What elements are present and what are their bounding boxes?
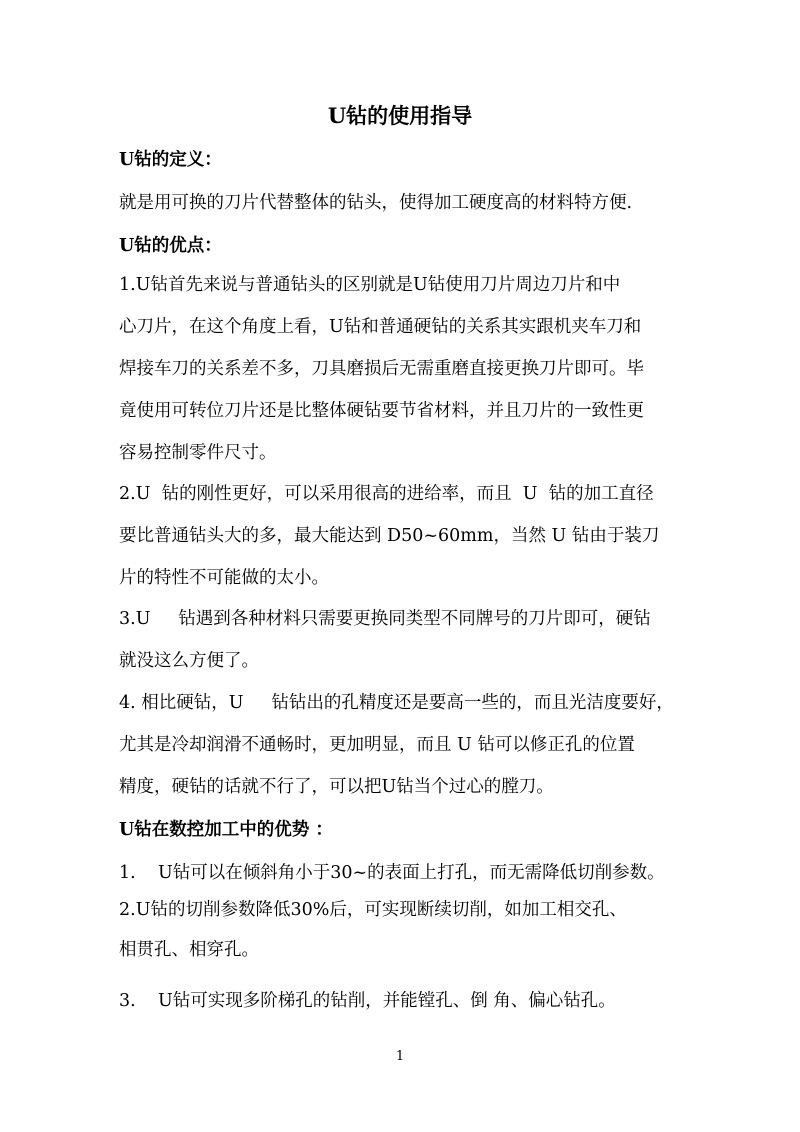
paragraph-line: 3.U 钻遇到各种材料只需要更换同类型不同牌号的刀片即可，硬钻 [119,609,651,629]
document-title: U钻的使用指导 [327,103,473,128]
paragraph-line: 焊接车刀的关系差不多，刀具磨损后无需重磨直接更换刀片即可。毕 [119,359,644,379]
paragraph-line: 3. U钻可实现多阶梯孔的钻削，并能镗孔、倒 角、偏心钻孔。 [119,991,616,1011]
heading-advantages: U钻的优点： [119,236,222,256]
paragraph-line: 心刀片，在这个角度上看，U钻和普通硬钻的关系其实跟机夹车刀和 [119,317,642,337]
paragraph-line: 相贯孔、相穿孔。 [119,940,259,960]
page-number: 1 [395,1049,405,1064]
paragraph-line: 1. U钻可以在倾斜角小于30~的表面上打孔，而无需降低切削参数。 [119,863,665,883]
paragraph-line: 2.U 钻的刚性更好，可以采用很高的进给率，而且 U 钻的加工直径 [119,484,654,504]
paragraph-line: 容易控制零件尺寸。 [119,443,277,463]
paragraph-line: 片的特性不可能做的太小。 [119,568,329,588]
paragraph-line: 就是用可换的刀片代替整体的钻头，使得加工硬度高的材料特方便. [119,193,633,213]
paragraph-line: 尤其是冷却润滑不通畅时，更加明显，而且 U 钻可以修正孔的位置 [119,735,635,755]
paragraph-line: 精度，硬钻的话就不行了，可以把U钻当个过心的膛刀。 [119,777,554,797]
paragraph-line: 就没这么方便了。 [119,651,259,671]
paragraph-line: 竟使用可转位刀片还是比整体硬钻要节省材料，并且刀片的一致性更 [119,401,644,421]
paragraph-line: 4. 相比硬钻，U 钻钻出的孔精度还是要高一些的，而且光洁度要好， [119,693,674,713]
heading-definition: U钻的定义： [119,150,222,170]
paragraph-line: 1.U钻首先来说与普通钻头的区别就是U钻使用刀片周边刀片和中 [119,275,621,295]
heading-cnc-advantages: U钻在数控加工中的优势 ： [119,820,333,840]
paragraph-line: 要比普通钻头大的多，最大能达到 D50~60mm，当然 U 钻由于装刀 [119,526,660,546]
paragraph-line: 2.U钻的切削参数降低30%后，可实现断续切削，如加工相交孔、 [119,900,627,920]
